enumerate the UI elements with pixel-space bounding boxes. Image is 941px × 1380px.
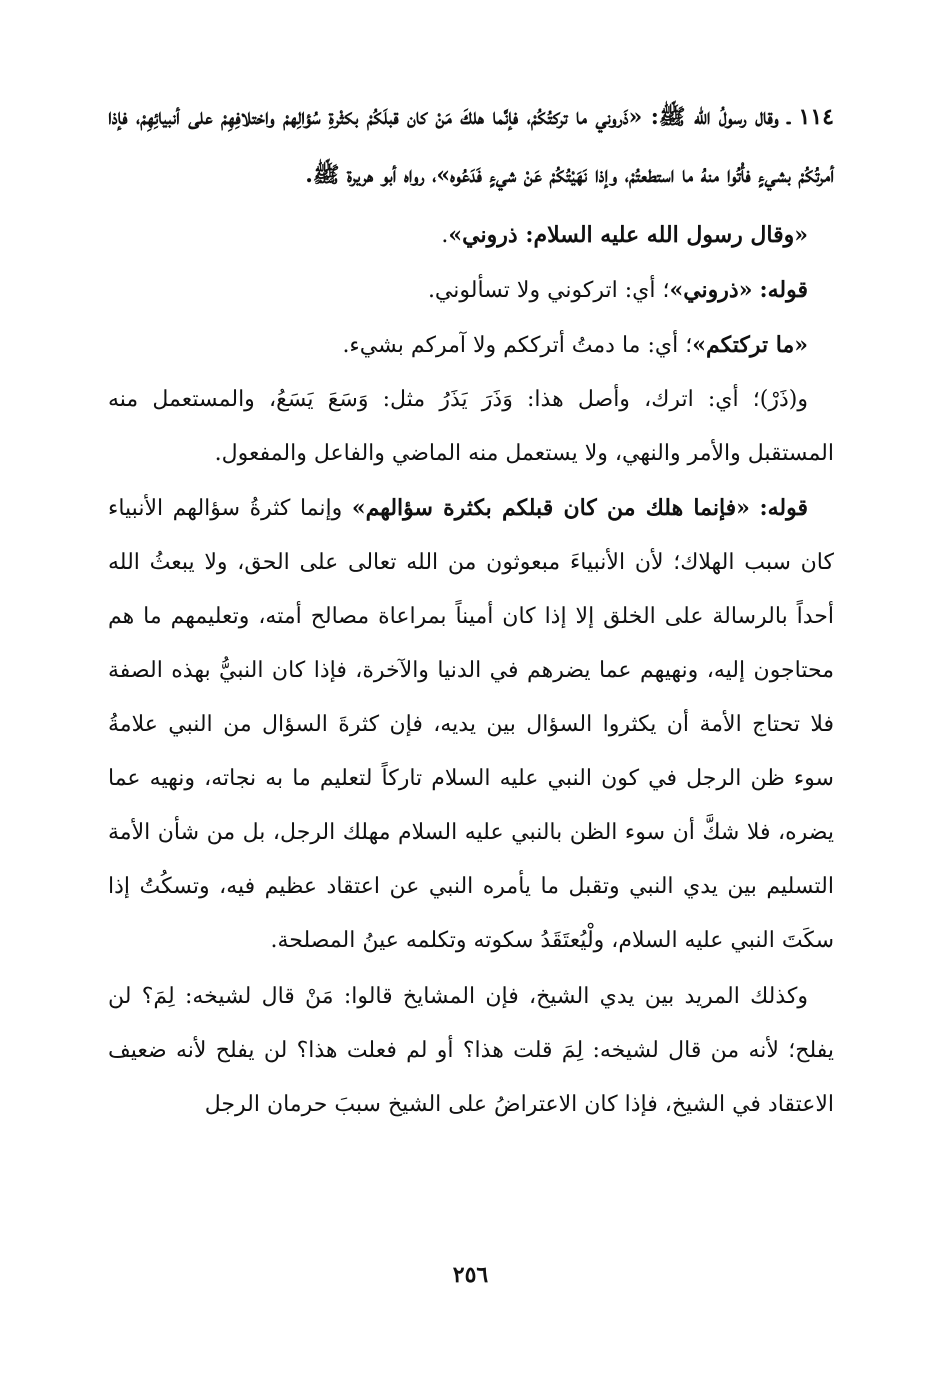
commentary-paragraph-4: [108, 373, 834, 481]
page-number: ٢٥٦: [452, 1262, 489, 1288]
text: .: [441, 223, 449, 248]
text: وكذلك المريد بين يدي الشيخ، فإن المشايخ قالوا: مَنْ قال لشيخه: لِمَ؟ لن يفلح؛ لأنه من قال لشيخه: لِمَ قلت هذا؟ أو لم فعلت هذا؟ لن يفلح لأنه ضعيف الاعتقاد في الشيخ، فإذا كان الاعتراضُ على الشيخ سببَ حرمان الرجل: [108, 984, 834, 1117]
hadith-narrator: ، رواه أبو هريرة ﷺ.: [305, 162, 437, 188]
commentary-paragraph-1: [108, 208, 834, 263]
commentary-paragraph-2: [108, 263, 834, 318]
label: قوله:: [759, 277, 808, 303]
hadith-intro: وقال رسولُ الله ﷺ:: [650, 104, 779, 130]
label: قوله:: [759, 495, 808, 521]
quote: «ذروني»: [669, 277, 753, 303]
hadith-paragraph: [108, 88, 834, 204]
quote: «وقال رسول الله عليه السلام: ذروني»: [448, 222, 808, 248]
text: ؛ أي: ما دمتُ أترككم ولا آمركم بشيء.: [342, 333, 693, 358]
text: و(ذَرْ)؛ أي: اترك، وأصل هذا: وَذَرَ يَذَرُ مثل: وَسَعَ يَسَعُ، والمستعمل منه المستقبل والأمر والنهي، ولا يستعمل منه الماضي والفاعل والمفعول.: [108, 387, 834, 466]
commentary-paragraph-6: [108, 970, 834, 1132]
hadith-number: ١١٤ ـ: [787, 104, 834, 130]
quote: «فإنما هلك من كان قبلكم بكثرة سؤالهم»: [351, 495, 750, 521]
page-body: [108, 88, 834, 1132]
text: ؛ أي: اتركوني ولا تسألوني.: [427, 278, 670, 303]
commentary-paragraph-5: [108, 481, 834, 968]
text: وإنما كثرةُ سؤالهم الأنبياء كان سبب الهلاك؛ لأن الأنبياءَ مبعوثون من الله تعالى على الحق، ولا يبعثُ الله أحداً بالرسالة على الخلق إلا إذا كان أميناً بمراعاة مصالح أمته، وتعليمهم ما هم محتاجون إليه، ونهيهم عما يضرهم في الدنيا والآخرة، فإذا كان النبيُّ بهذه الصفة فلا تحتاج الأمة أن يكثروا السؤال بين يديه، فإن كثرةَ السؤال من النبي علامةُ سوء ظن الرجل في كون النبي عليه السلام تاركاً لتعليم ما به نجاته، ونهيه عما يضره، فلا شكَّ أن سوء الظن بالنبي عليه السلام مهلك الرجل، بل من شأن الأمة التسليم بين يدي النبي وتقبل ما يأمره النبي عن اعتقاد عظيم فيه، وتسكُتُ إذا سكَتَ النبي عليه السلام، ولْيُعتَقَدُ سكوته وتكلمه عينُ المصلحة.: [108, 496, 834, 953]
commentary-paragraph-3: [108, 318, 834, 373]
hadith-text: «ذَروني ما تركتُكُمْ، فإنَّما هلكَ مَنْ كان قبلَكُمْ بكثْرةِ سُؤالِهمْ واختلافِهِمْ على أنبيائِهِمْ، فإذا أمرتُكُمْ بشيءٍ فأْتُوا منهُ ما استطعتُمْ، وإذا نَهَيْتُكُمْ عَنْ شيءٍ فَدَعُوه»: [108, 104, 834, 188]
quote: «ما تركتكم»: [692, 332, 808, 358]
